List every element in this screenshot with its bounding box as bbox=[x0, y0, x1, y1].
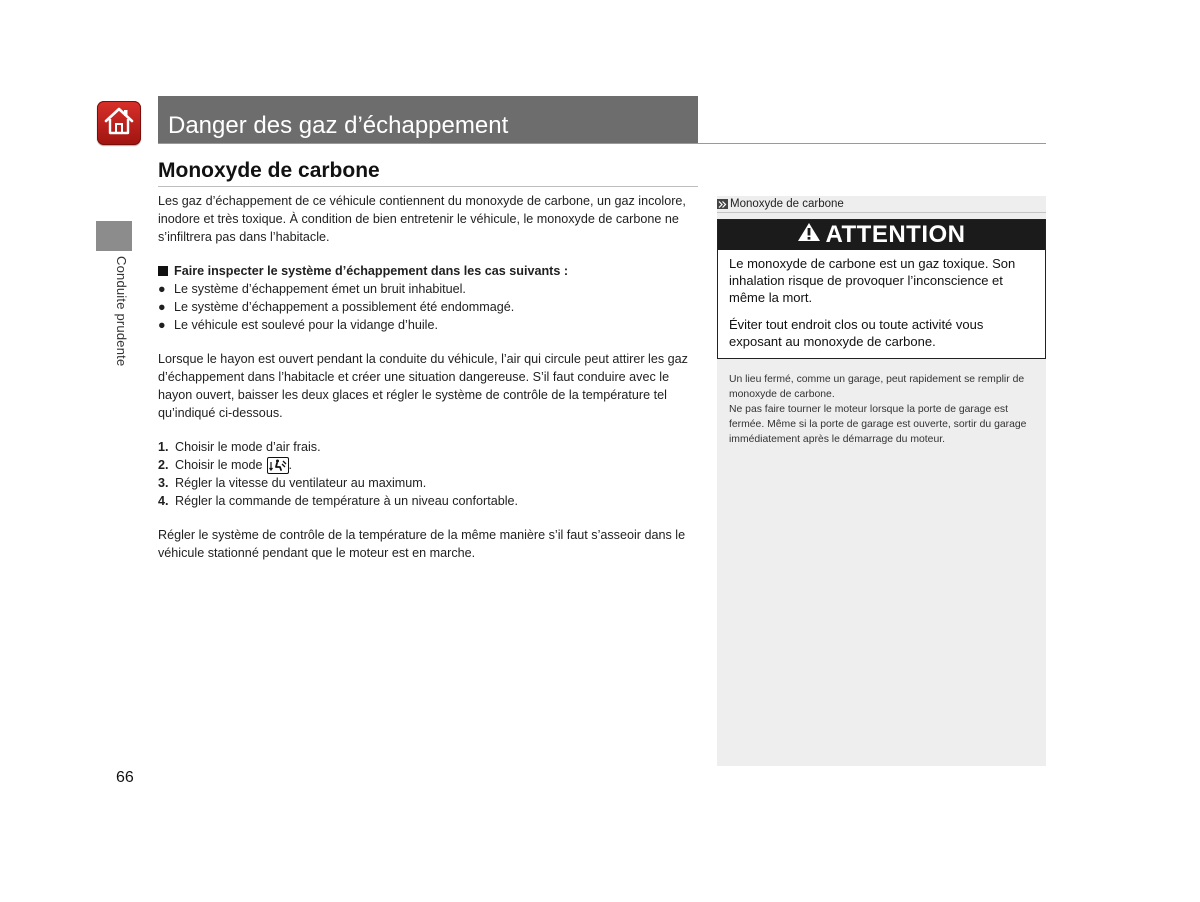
attention-body bbox=[718, 250, 1045, 350]
home-icon bbox=[103, 106, 135, 141]
step-text: Régler la vitesse du ventilateur au maximum. bbox=[175, 476, 427, 490]
header-divider bbox=[158, 143, 1046, 144]
floor-vent-mode-icon bbox=[267, 457, 289, 474]
list-item-text: Le système d’échappement a possiblement été endommagé. bbox=[174, 300, 515, 314]
step-text: Choisir le mode d’air frais. bbox=[175, 440, 321, 454]
attention-box bbox=[717, 219, 1046, 359]
steps-list bbox=[158, 438, 698, 510]
step-text: Régler la commande de température à un niveau confortable. bbox=[175, 494, 519, 508]
step-suffix: . bbox=[288, 458, 292, 472]
sidebar-note-text: Un lieu fermé, comme un garage, peut rapidement se remplir de monoxyde de carbone. bbox=[729, 374, 1025, 400]
home-button[interactable] bbox=[97, 101, 141, 145]
inspection-list bbox=[158, 280, 698, 334]
bullet-icon: ● bbox=[158, 318, 166, 332]
list-item-text: Le système d’échappement émet un bruit inhabituel. bbox=[174, 282, 466, 296]
inspection-heading-text: Faire inspecter le système d’échappement dans les cas suivants : bbox=[174, 264, 569, 278]
bullet-icon: ● bbox=[158, 282, 166, 296]
step-item bbox=[158, 492, 698, 510]
closing-paragraph: Régler le système de contrôle de la température de la même manière s’il faut s’asseoir dans le véhicule stationné pendant que le moteur est en marche. bbox=[158, 528, 686, 560]
step-item bbox=[158, 474, 698, 492]
bullet-icon: ● bbox=[158, 300, 166, 314]
intro-paragraph: Les gaz d’échappement de ce véhicule contiennent du monoxyde de carbone, un gaz incolore, inodore et très toxique. À condition de bien entretenir le véhicule, le monoxyde de carbone ne s’infiltrera pas dans l’habitacle. bbox=[158, 194, 686, 244]
sidebar-reference-link[interactable] bbox=[717, 196, 1046, 213]
section-divider bbox=[158, 186, 698, 187]
inspection-heading bbox=[158, 262, 698, 280]
chapter-tab-label: Conduite prudente bbox=[114, 256, 129, 367]
main-content bbox=[158, 192, 698, 562]
step-number: 3. bbox=[158, 476, 169, 490]
chapter-tab[interactable] bbox=[96, 221, 132, 251]
sidebar-note-text: Ne pas faire tourner le moteur lorsque la porte de garage est fermée. Même si la porte de garage est ouverte, sortir du garage immédiatement après le démarrage du moteur. bbox=[729, 404, 1027, 445]
attention-label: ATTENTION bbox=[825, 221, 966, 248]
chapter-title: Danger des gaz d’échappement bbox=[168, 112, 509, 139]
list-item bbox=[158, 280, 698, 298]
attention-text: Éviter tout endroit clos ou toute activité vous exposant au monoxyde de carbone. bbox=[729, 317, 984, 349]
step-number: 4. bbox=[158, 494, 169, 508]
tailgate-paragraph: Lorsque le hayon est ouvert pendant la conduite du véhicule, l’air qui circule peut attirer les gaz d’échappement dans l’habitacle et créer une situation dangereuse. S’il faut conduire avec le hayon ouvert, baisser les deux glaces et régler le système de contrôle de la température tel qu’indiqué ci-dessous. bbox=[158, 352, 688, 420]
list-item-text: Le véhicule est soulevé pour la vidange d’huile. bbox=[174, 318, 438, 332]
attention-header bbox=[718, 220, 1045, 250]
sidebar-reference-title: Monoxyde de carbone bbox=[730, 198, 844, 210]
warning-triangle-icon bbox=[797, 221, 821, 249]
sidebar-note bbox=[729, 372, 1035, 447]
page-number: 66 bbox=[116, 769, 134, 786]
list-item bbox=[158, 298, 698, 316]
section-title: Monoxyde de carbone bbox=[158, 159, 380, 182]
step-number: 1. bbox=[158, 440, 169, 454]
reference-arrow-icon bbox=[717, 199, 728, 209]
list-item bbox=[158, 316, 698, 334]
step-number: 2. bbox=[158, 458, 169, 472]
step-text: Choisir le mode bbox=[175, 458, 263, 472]
step-item bbox=[158, 456, 698, 474]
step-item bbox=[158, 438, 698, 456]
chapter-header bbox=[158, 96, 698, 144]
square-bullet-icon bbox=[158, 266, 168, 276]
attention-text: Le monoxyde de carbone est un gaz toxique. Son inhalation risque de provoquer l’inconscience et même la mort. bbox=[729, 256, 1016, 305]
